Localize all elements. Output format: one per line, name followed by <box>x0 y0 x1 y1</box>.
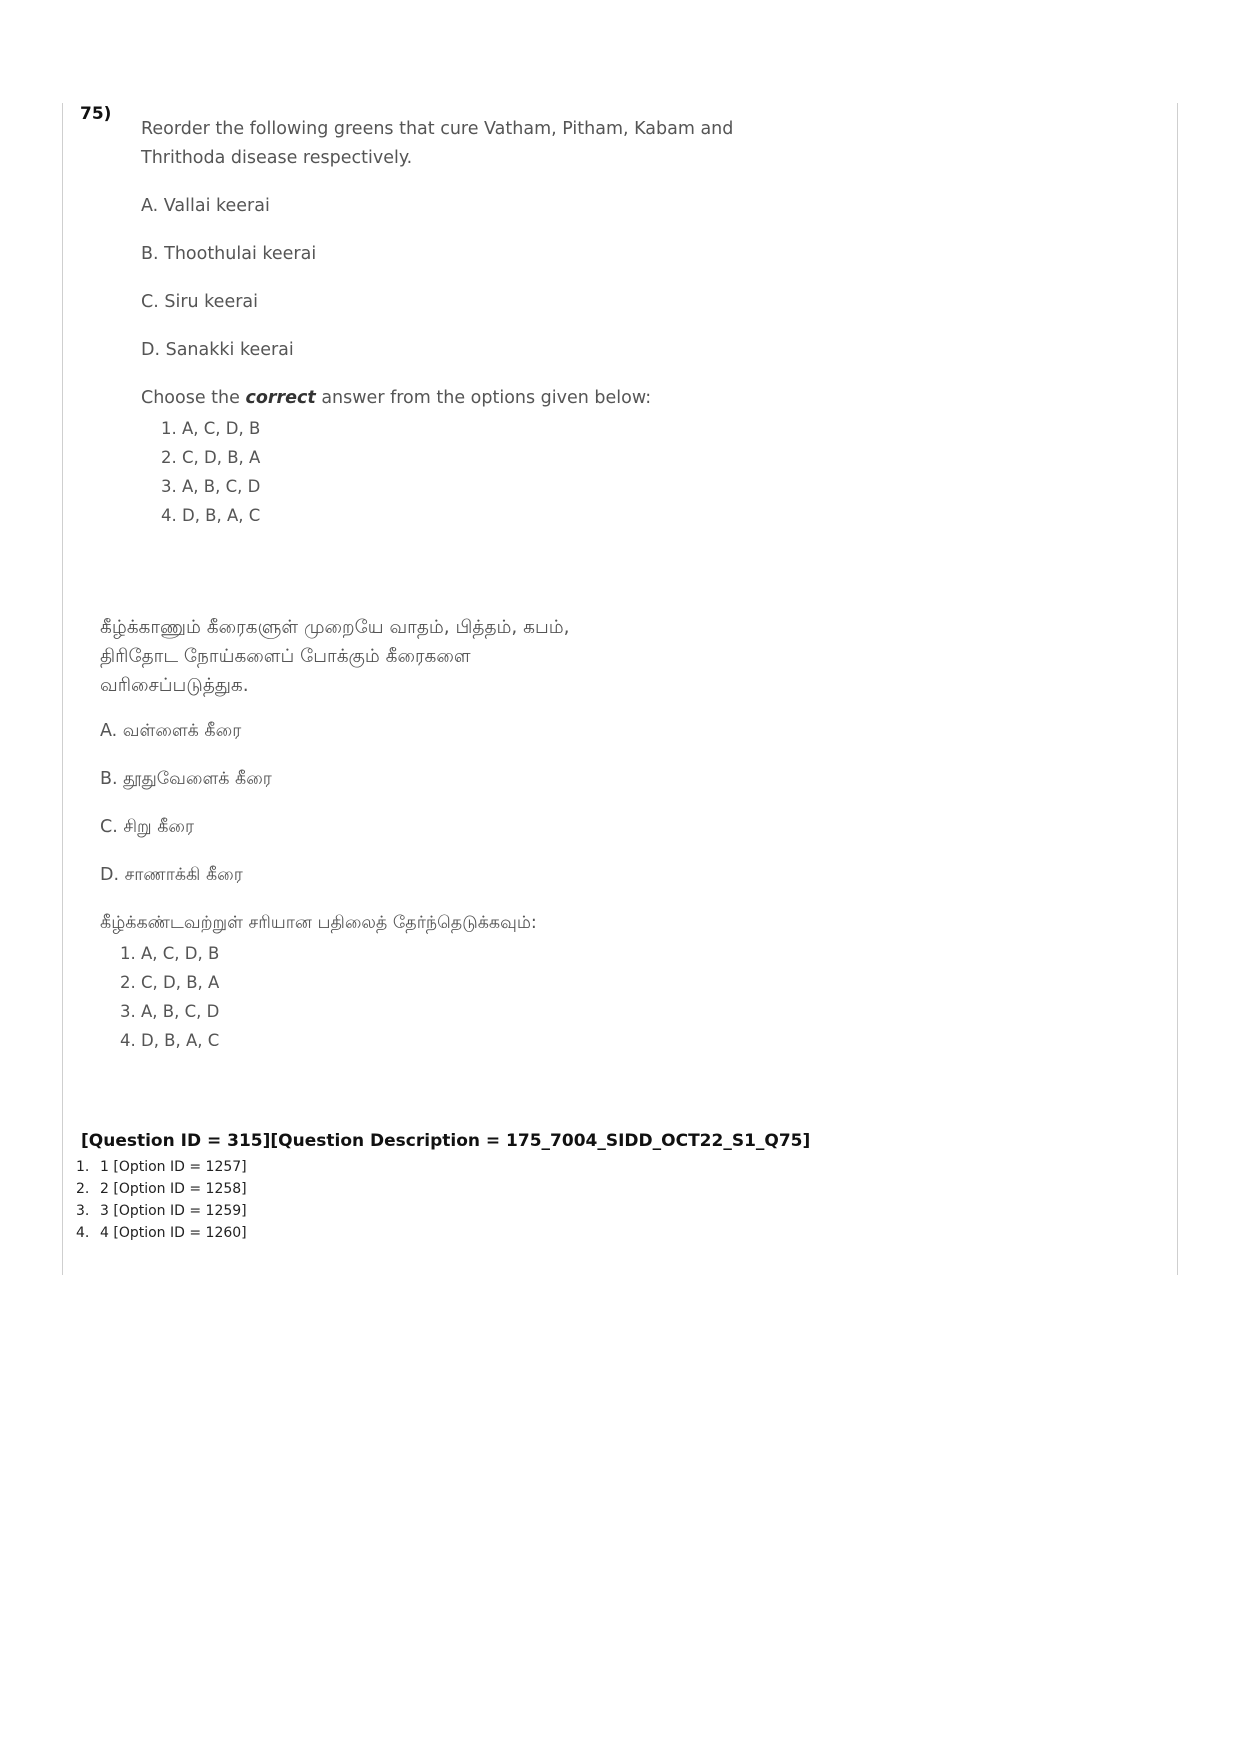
tamil-statement-d: D. சாணாக்கி கீரை <box>100 865 243 885</box>
statement-d: D. Sanakki keerai <box>141 340 294 360</box>
tamil-stem-line-2: திரிதோட நோய்களைப் போக்கும் கீரைகளை <box>100 646 471 667</box>
question-number: 75) <box>80 104 112 124</box>
tamil-statement-c: C. சிறு கீரை <box>100 817 195 837</box>
choose-prefix: Choose the <box>141 388 240 408</box>
question-stem-line-1: Reorder the following greens that cure Vatham, Pitham, Kabam and <box>141 119 734 139</box>
answer-option-4: 4. D, B, A, C <box>161 506 261 525</box>
question-meta: [Question ID = 315][Question Description = 175_7004_SIDD_OCT22_S1_Q75] <box>81 1131 811 1151</box>
tamil-statement-b: B. தூதுவேளைக் கீரை <box>100 769 272 789</box>
tamil-answer-option-2: 2. C, D, B, A <box>120 973 220 992</box>
option-id-item: 4. 4 [Option ID = 1260] <box>76 1225 247 1241</box>
choose-emphasis: correct <box>245 388 316 408</box>
tamil-answer-option-1: 1. A, C, D, B <box>120 944 220 963</box>
tamil-answer-option-4: 4. D, B, A, C <box>120 1031 220 1050</box>
tamil-statement-a: A. வள்ளைக் கீரை <box>100 721 242 741</box>
choose-instruction <box>141 386 841 410</box>
tamil-stem-line-3: வரிசைப்படுத்துக. <box>100 675 249 696</box>
option-id-item: 3. 3 [Option ID = 1259] <box>76 1203 247 1219</box>
tamil-stem-line-1: கீழ்க்காணும் கீரைகளுள் முறையே வாதம், பித்தம், கபம், <box>100 617 570 638</box>
statement-a: A. Vallai keerai <box>141 196 270 216</box>
tamil-answer-option-3: 3. A, B, C, D <box>120 1002 220 1021</box>
question-english <box>141 115 841 530</box>
option-id-list <box>76 1156 247 1244</box>
question-tamil <box>100 613 800 1055</box>
tamil-answer-options <box>120 939 800 1055</box>
answer-option-1: 1. A, C, D, B <box>161 419 261 438</box>
statement-c: C. Siru keerai <box>141 292 258 312</box>
option-id-item: 2. 2 [Option ID = 1258] <box>76 1181 247 1197</box>
tamil-choose-instruction: கீழ்க்கண்டவற்றுள் சரியான பதிலைத் தேர்ந்தெடுக்கவும்: <box>100 913 537 933</box>
option-id-item: 1. 1 [Option ID = 1257] <box>76 1159 247 1175</box>
answer-options <box>161 414 841 530</box>
question-stem-line-2: Thrithoda disease respectively. <box>141 148 413 168</box>
answer-option-3: 3. A, B, C, D <box>161 477 261 496</box>
choose-suffix: answer from the options given below: <box>321 388 652 408</box>
statement-b: B. Thoothulai keerai <box>141 244 317 264</box>
answer-option-2: 2. C, D, B, A <box>161 448 261 467</box>
